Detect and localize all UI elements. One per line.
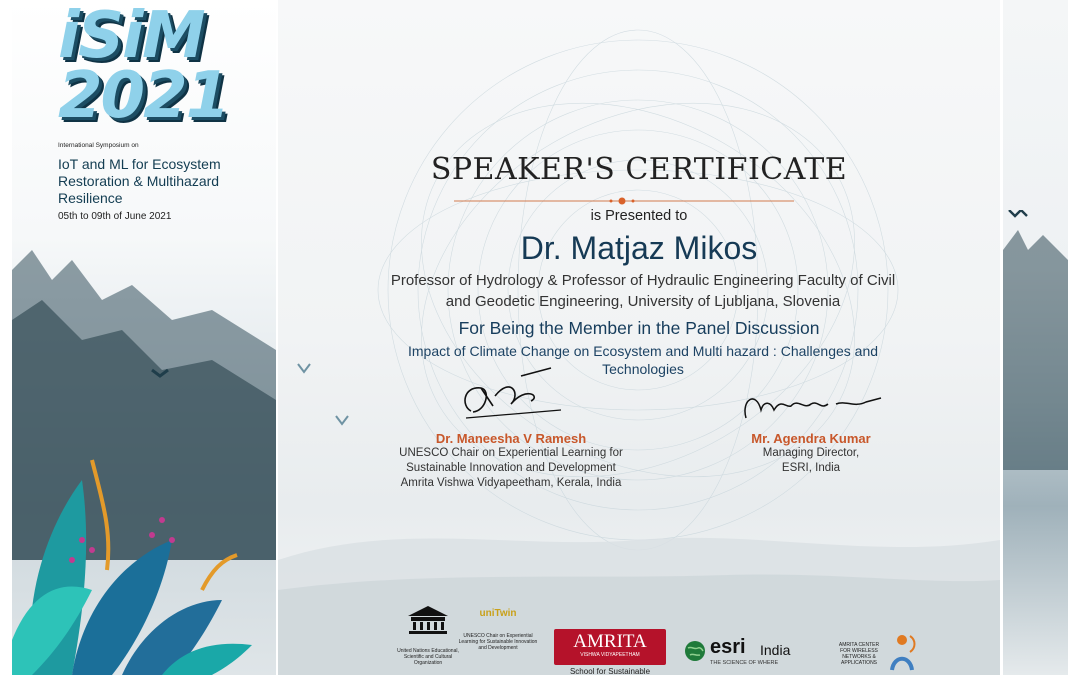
tropical-leaves-illustration <box>12 440 276 675</box>
esri-tagline: THE SCIENCE OF WHERE <box>710 660 779 666</box>
unitwin-caption: UNESCO Chair on Experiential Learning for Sustainable Innovation and Development <box>458 633 538 651</box>
unesco-logo <box>396 604 460 674</box>
signatory-1-role-line-3: Amrita Vishwa Vidyapeetham, Kerala, India <box>400 477 622 489</box>
amrita-center-logo <box>836 630 926 675</box>
unesco-temple-icon <box>403 604 453 634</box>
unitwin-name: uniTwin <box>479 608 517 619</box>
recipient-affiliation: Professor of Hydrology & Professor of Hydraulic Engineering Faculty of Civil and Geodetic Engineering, University of Ljubljana, Slovenia <box>390 272 896 310</box>
misty-trees-right <box>1003 210 1068 470</box>
signatory-2 <box>706 380 916 476</box>
signatory-2-role-line-2: ESRI, India <box>781 462 841 474</box>
bird-icons <box>290 360 350 440</box>
logo-line-1: iSiM <box>58 0 204 73</box>
signatory-1-role-line-1: UNESCO Chair on Experiential Learning for <box>399 447 623 459</box>
unitwin-logo <box>456 604 540 674</box>
certificate-body <box>278 0 1000 675</box>
symposium-dates: 05th to 09th of June 2021 <box>58 211 172 222</box>
symposium-title: IoT and ML for Ecosystem Restoration & Multihazard Resilience <box>58 156 221 206</box>
signature-agendra <box>736 380 886 424</box>
unesco-caption: United Nations Educational, Scientific and Cultural Organization <box>397 648 459 666</box>
symposium-subtitle: International Symposium on <box>58 142 139 149</box>
symposium-sidebar <box>12 0 276 675</box>
amrita-school: School for Sustainable <box>569 667 651 676</box>
signatory-1-role-line-2: Sustainable Innovation and Development <box>406 462 616 474</box>
esri-name: esri <box>710 636 746 658</box>
signatory-2-role-line-1: Managing Director, <box>762 447 860 459</box>
esri-region: India <box>760 642 791 658</box>
signature-ramesh <box>451 366 571 424</box>
globe-icon <box>684 640 706 662</box>
certificate-title: SPEAKER'S CERTIFICATE <box>430 152 848 187</box>
signatory-1 <box>366 366 656 491</box>
amrita-center-caption: AMRITA CENTER FOR WIRELESS NETWORKS & APPLICATIONS <box>838 642 880 666</box>
amrita-name: AMRITA <box>573 631 647 652</box>
amrita-logo <box>554 629 666 675</box>
decorative-right-strip <box>1003 0 1068 675</box>
signatory-2-name: Mr. Agendra Kumar <box>751 431 871 446</box>
amrita-banner <box>554 629 666 665</box>
amrita-sub: VISHWA VIDYAPEETHAM <box>580 652 640 658</box>
isim-2021-logo <box>58 0 232 133</box>
logo-line-2: 2021 <box>58 59 229 133</box>
panel-topic: Impact of Climate Change on Ecosystem and Multi hazard : Challenges and Technologies <box>407 343 879 377</box>
presented-to-label: is Presented to <box>590 208 688 224</box>
signatory-1-name: Dr. Maneesha V Ramesh <box>435 431 587 446</box>
recipient-name: Dr. Matjaz Mikos <box>520 230 758 266</box>
award-line: For Being the Member in the Panel Discussion <box>458 318 820 338</box>
title-divider <box>454 195 810 207</box>
esri-india-logo <box>684 636 804 672</box>
wireless-figure-icon <box>882 630 922 674</box>
